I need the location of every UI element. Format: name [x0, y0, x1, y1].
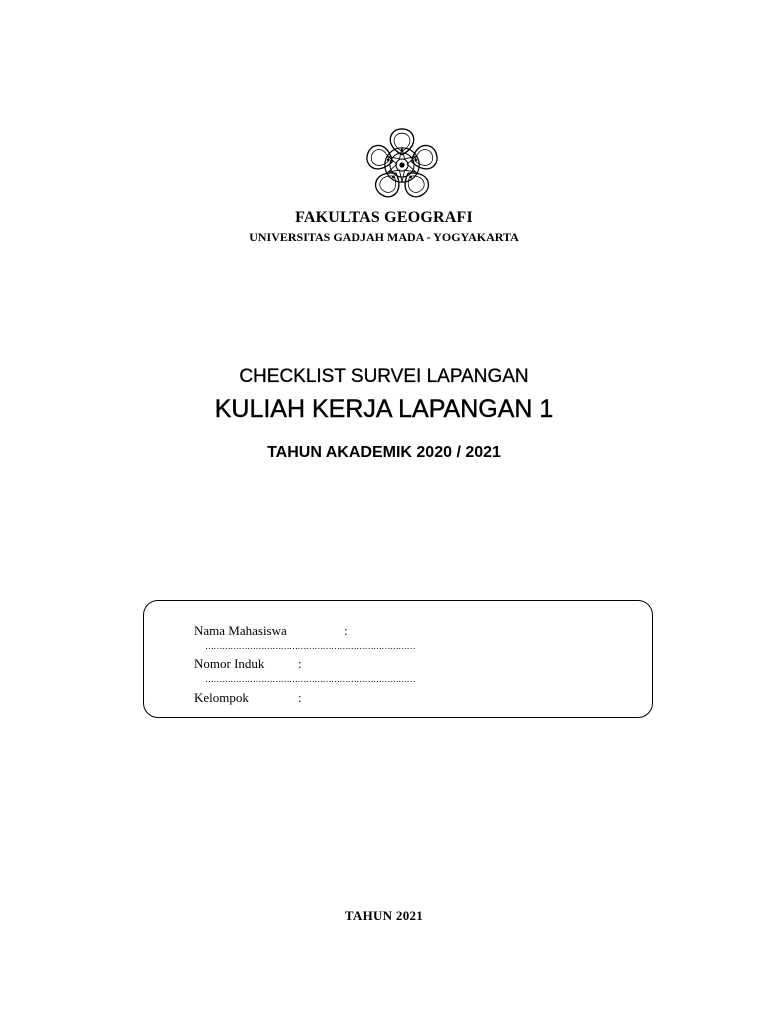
student-info-box: [143, 600, 653, 718]
student-name-field[interactable]: …………………………………………………………………: [205, 641, 416, 651]
academic-year: TAHUN AKADEMIK 2020 / 2021: [267, 444, 501, 461]
group-colon: :: [298, 690, 302, 705]
footer-year: TAHUN 2021: [344, 908, 424, 923]
document-title: KULIAH KERJA LAPANGAN 1: [214, 395, 554, 423]
document-subtitle: CHECKLIST SURVEI LAPANGAN: [239, 366, 529, 387]
student-id-colon: :: [298, 656, 302, 671]
faculty-name: FAKULTAS GEOGRAFI: [295, 209, 473, 226]
student-name-label: Nama Mahasiswa: [194, 623, 287, 638]
university-name: UNIVERSITAS GADJAH MADA - YOGYAKARTA: [249, 230, 519, 244]
student-name-colon: :: [344, 623, 348, 638]
university-seal-logo: [359, 122, 445, 208]
student-id-field[interactable]: …………………………………………………………………: [205, 674, 416, 684]
student-id-label: Nomor Induk: [194, 656, 265, 671]
group-label: Kelompok: [194, 690, 249, 705]
